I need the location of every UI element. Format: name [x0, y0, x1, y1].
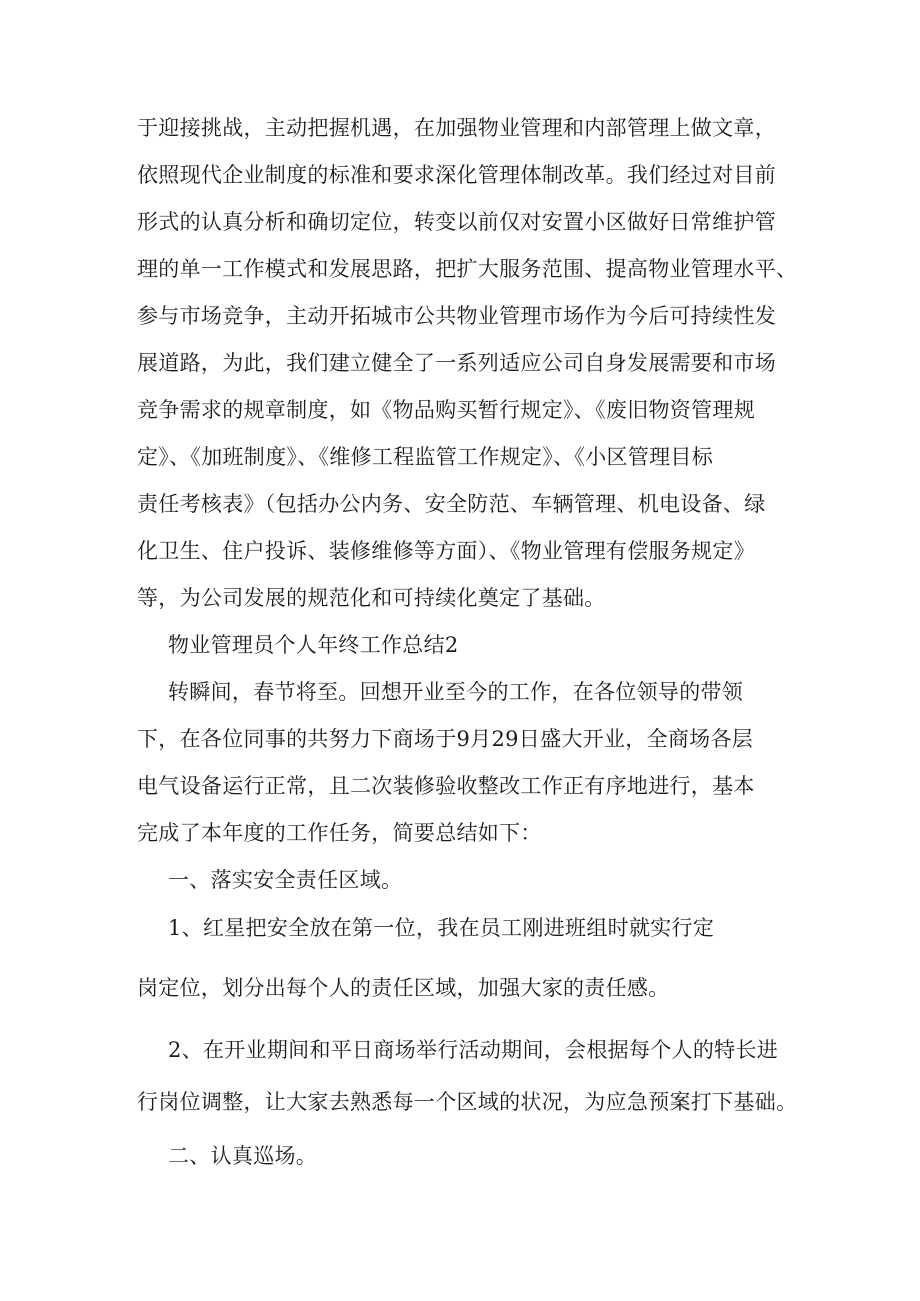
paragraph-line-1: 于迎接挑战，主动把握机遇，在加强物业管理和内部管理上做文章， [137, 116, 776, 140]
paragraph-line-10: 化卫生、住户投诉、装修维修等方面）、《物业管理有偿服务规定》 [137, 539, 755, 563]
paragraph-line-3: 形式的认真分析和确切定位，转变以前仅对安置小区做好日常维护管 [137, 210, 776, 234]
paragraph-line-6: 展道路，为此，我们建立健全了一系列适应公司自身发展需要和市场 [137, 351, 776, 375]
paragraph-line-7: 竞争需求的规章制度，如《物品购买暂行规定》、《废旧物资管理规 [137, 398, 755, 422]
paragraph-line-18: 2、在开业期间和平日商场举行活动期间，会根据每个人的特长进 [168, 1038, 779, 1062]
paragraph-line-8: 定》、《加班制度》、《维修工程监管工作规定》、《小区管理目标 [137, 445, 713, 469]
paragraph-line-12: 转瞬间，春节将至。回想开业至今的工作，在各位领导的带领 [168, 680, 744, 704]
paragraph-line-11: 等，为公司发展的规范化和可持续化奠定了基础。 [137, 586, 606, 610]
paragraph-line-16: 1、红星把安全放在第一位，我在员工刚进班组时就实行定 [168, 916, 715, 940]
section-heading: 物业管理员个人年终工作总结2 [168, 633, 459, 657]
paragraph-line-2: 依照现代企业制度的标准和要求深化管理体制改革。我们经过对目前 [137, 163, 776, 187]
subheading-2: 二、认真巡场。 [168, 1144, 318, 1168]
subheading-1: 一、落实安全责任区域。 [168, 868, 403, 892]
paragraph-line-9: 责任考核表》（包括办公内务、安全防范、车辆管理、机电设备、绿 [137, 492, 766, 516]
paragraph-line-17: 岗定位，划分出每个人的责任区域，加强大家的责任感。 [137, 976, 670, 1000]
paragraph-line-15: 完成了本年度的工作任务，简要总结如下： [137, 821, 542, 845]
paragraph-line-5: 参与市场竞争，主动开拓城市公共物业管理市场作为今后可持续性发 [137, 304, 776, 328]
paragraph-line-13: 下，在各位同事的共努力下商场于9月29日盛大开业，全商场各层 [137, 727, 754, 751]
paragraph-line-14: 电气设备运行正常，且二次装修验收整改工作正有序地进行，基本 [137, 774, 755, 798]
paragraph-line-19: 行岗位调整，让大家去熟悉每一个区域的状况，为应急预案打下基础。 [137, 1090, 798, 1114]
paragraph-line-4: 理的单一工作模式和发展思路，把扩大服务范围、提高物业管理水平、 [137, 257, 798, 281]
